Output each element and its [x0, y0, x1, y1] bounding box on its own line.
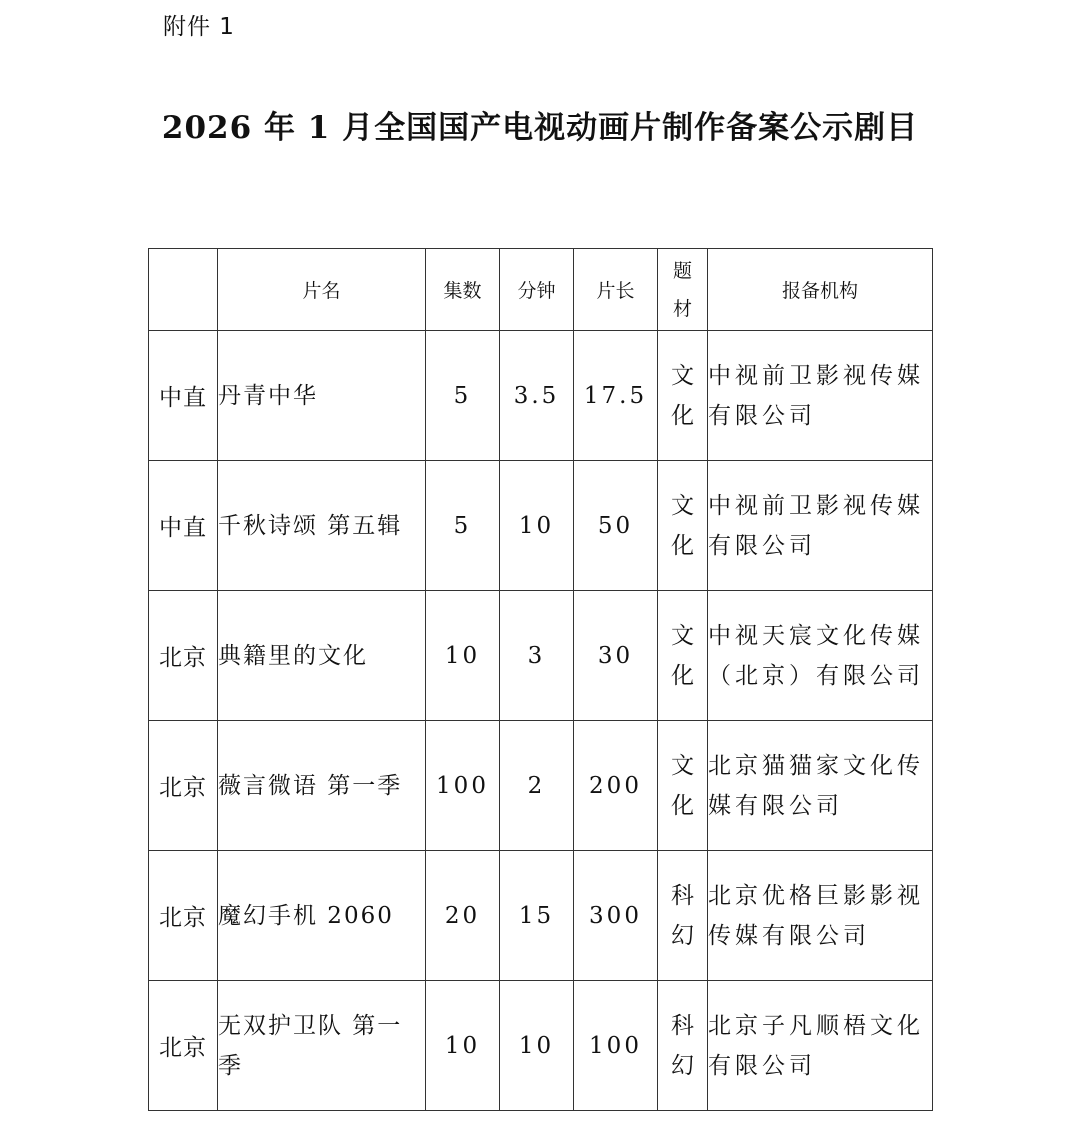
cell-episodes: 10	[426, 591, 500, 721]
header-subject	[658, 249, 708, 331]
cell-subject	[658, 331, 708, 461]
cell-subject-char1: 文	[671, 362, 694, 389]
cell-minutes: 3	[500, 591, 574, 721]
cell-subject-char1: 科	[671, 1012, 694, 1039]
cell-episodes: 5	[426, 461, 500, 591]
cell-subject-char2: 化	[671, 532, 694, 559]
cell-region: 中直	[149, 461, 218, 591]
cell-org: 中视天宸文化传媒（北京）有限公司	[708, 591, 933, 721]
document-title: 2026 年 1 月全国国产电视动画片制作备案公示剧目	[161, 110, 919, 146]
cell-episodes: 10	[426, 981, 500, 1111]
header-name: 片名	[218, 249, 426, 331]
cell-name: 薇言微语 第一季	[218, 721, 426, 851]
cell-subject-char2: 幻	[671, 1052, 694, 1079]
cell-minutes: 3.5	[500, 331, 574, 461]
header-length: 片长	[574, 249, 658, 331]
cell-episodes: 100	[426, 721, 500, 851]
attachment-label: 附件 1	[163, 14, 235, 40]
cell-length: 200	[574, 721, 658, 851]
cell-episodes: 20	[426, 851, 500, 981]
cell-minutes: 15	[500, 851, 574, 981]
cell-region: 北京	[149, 981, 218, 1111]
header-region	[149, 249, 218, 331]
cell-org: 北京优格巨影影视传媒有限公司	[708, 851, 933, 981]
header-episodes: 集数	[426, 249, 500, 331]
cell-region: 北京	[149, 591, 218, 721]
cell-name: 无双护卫队 第一季	[218, 981, 426, 1111]
header-subject-line1: 题	[672, 259, 692, 282]
cell-org: 北京猫猫家文化传媒有限公司	[708, 721, 933, 851]
cell-subject-char2: 化	[671, 792, 694, 819]
header-subject-line2: 材	[672, 297, 692, 320]
cell-subject	[658, 721, 708, 851]
table-row	[149, 461, 933, 591]
cell-subject	[658, 981, 708, 1111]
table-row	[149, 331, 933, 461]
cell-name: 千秋诗颂 第五辑	[218, 461, 426, 591]
cell-subject-char1: 科	[671, 882, 694, 909]
table-row	[149, 981, 933, 1111]
cell-name: 魔幻手机 2060	[218, 851, 426, 981]
cell-subject-char2: 化	[671, 402, 694, 429]
cell-org: 中视前卫影视传媒有限公司	[708, 461, 933, 591]
table-row	[149, 851, 933, 981]
table-header-row	[149, 249, 933, 331]
filing-table	[148, 248, 933, 1111]
cell-length: 17.5	[574, 331, 658, 461]
cell-subject-char1: 文	[671, 492, 694, 519]
cell-subject	[658, 591, 708, 721]
cell-org: 中视前卫影视传媒有限公司	[708, 331, 933, 461]
cell-name: 丹青中华	[218, 331, 426, 461]
header-org: 报备机构	[708, 249, 933, 331]
cell-minutes: 10	[500, 981, 574, 1111]
cell-subject-char1: 文	[671, 622, 694, 649]
cell-subject	[658, 851, 708, 981]
cell-subject-char2: 化	[671, 662, 694, 689]
cell-subject-char2: 幻	[671, 922, 694, 949]
cell-length: 100	[574, 981, 658, 1111]
cell-episodes: 5	[426, 331, 500, 461]
cell-name: 典籍里的文化	[218, 591, 426, 721]
cell-minutes: 10	[500, 461, 574, 591]
cell-subject	[658, 461, 708, 591]
header-minutes: 分钟	[500, 249, 574, 331]
cell-length: 50	[574, 461, 658, 591]
cell-length: 30	[574, 591, 658, 721]
cell-region: 中直	[149, 331, 218, 461]
cell-org: 北京子凡顺梧文化有限公司	[708, 981, 933, 1111]
cell-minutes: 2	[500, 721, 574, 851]
cell-length: 300	[574, 851, 658, 981]
cell-region: 北京	[149, 851, 218, 981]
table-row	[149, 721, 933, 851]
cell-subject-char1: 文	[671, 752, 694, 779]
cell-region: 北京	[149, 721, 218, 851]
table-row	[149, 591, 933, 721]
